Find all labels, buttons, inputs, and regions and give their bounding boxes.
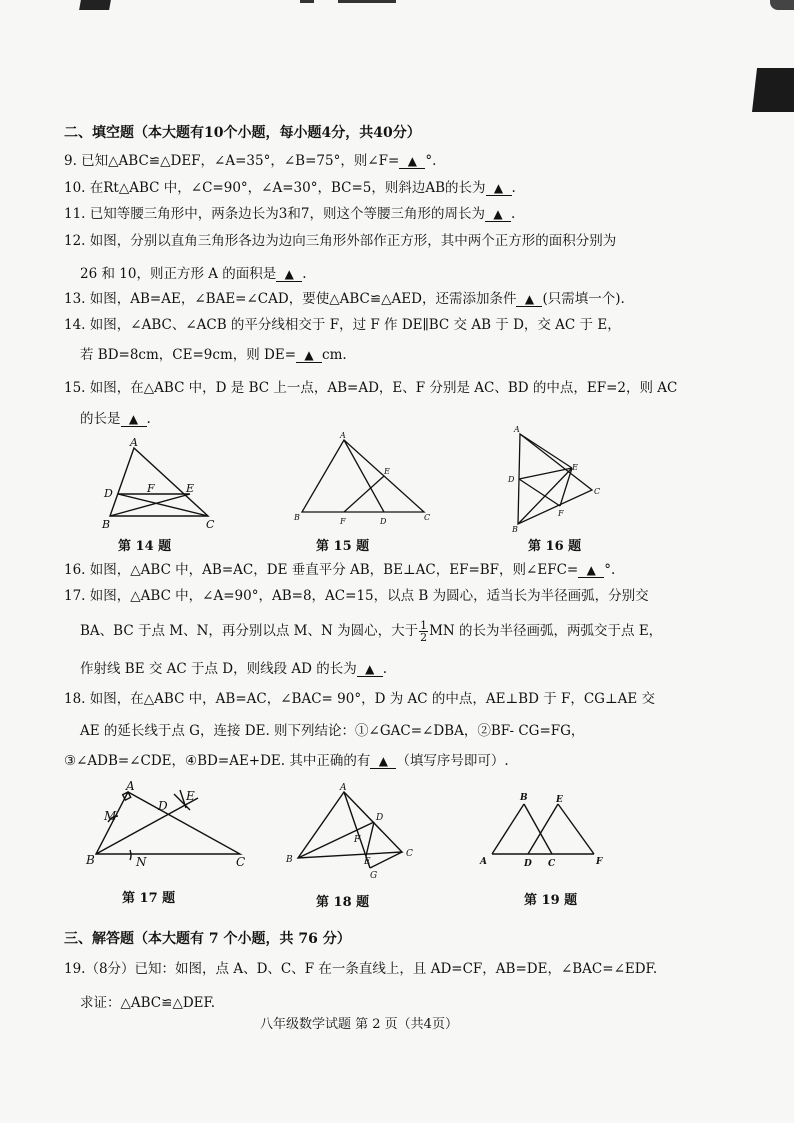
question-17-cont: BA、BC 于点 M、N，再分别以点 M、N 为圆心，大于 $\frac{1}{2}$ MN 的长为半径画弧，两弧交于点 E， xyxy=(80,619,663,644)
caption-q15: 第 15 题 xyxy=(316,539,370,554)
label-B: B xyxy=(520,793,528,803)
caption-q17: 第 17 题 xyxy=(122,891,176,906)
label-B: B xyxy=(102,518,111,531)
figure-14 xyxy=(98,438,228,542)
question-15: 15. 如图，在△ABC 中，D 是 BC 上一点，AB=AD，E、F 分别是 AC、BD 的中点，EF=2，则 AC xyxy=(64,380,678,396)
question-11: 11. 已知等腰三角形中，两条边长为3和7，则这个等腰三角形的周长为 ▲ . xyxy=(64,206,516,222)
label-C: C xyxy=(206,518,215,531)
question-17: 17. 如图，△ABC 中，∠A=90°，AB=8，AC=15，以点 B 为圆心，适当长为半径画弧，分别交 xyxy=(64,588,649,604)
label-C: C xyxy=(406,849,413,859)
question-10: 10. 在Rt△ABC 中，∠C=90°，∠A=30°，BC=5，则斜边AB的长为 ▲ . xyxy=(64,180,516,196)
section3-title: 三、解答题（本大题有 7 个小题，共 76 分） xyxy=(64,931,351,947)
label-B: B xyxy=(294,513,300,522)
label-A: A xyxy=(340,431,346,440)
label-E: E xyxy=(384,467,390,476)
label-E: E xyxy=(186,482,195,495)
figure-14-diagram xyxy=(98,438,228,538)
answer-blank: ▲ xyxy=(357,662,383,677)
question-16: 16. 如图，△ABC 中，AB=AC，DE 垂直平分 AB，BE⊥AC，EF=BF，则∠EFC= ▲ °. xyxy=(64,562,616,578)
label-C: C xyxy=(236,855,246,869)
answer-blank: ▲ xyxy=(121,412,147,427)
label-D: D xyxy=(508,475,515,484)
scan-blot xyxy=(752,68,794,112)
question-15-cont: 的长是 ▲ . xyxy=(80,411,151,427)
label-B: B xyxy=(512,525,518,534)
figure-16 xyxy=(506,424,606,538)
figure-19 xyxy=(478,790,608,876)
figure-16-diagram xyxy=(506,424,606,534)
question-19-cont: 求证：△ABC≌△DEF. xyxy=(80,995,216,1011)
label-D: D xyxy=(524,859,532,869)
label-F: F xyxy=(596,857,603,867)
scan-blot xyxy=(79,0,111,10)
label-B: B xyxy=(286,855,293,865)
question-18: 18. 如图，在△ABC 中，AB=AC，∠BAC= 90°，D 为 AC 的中点，AE⊥BD 于 F，CG⊥AE 交 xyxy=(64,691,656,707)
caption-q14: 第 14 题 xyxy=(118,539,172,554)
answer-blank: ▲ xyxy=(516,292,542,307)
figure-15-diagram xyxy=(292,430,434,530)
caption-q16: 第 16 题 xyxy=(528,539,582,554)
label-A: A xyxy=(126,779,135,793)
scan-blot xyxy=(338,0,396,3)
question-18-cont2: ③∠ADB=∠CDE，④BD=AE+DE. 其中正确的有 ▲ （填写序号即可）. xyxy=(64,753,509,769)
figure-17 xyxy=(82,780,262,876)
answer-blank: ▲ xyxy=(370,754,396,769)
label-E: E xyxy=(572,463,578,472)
label-C: C xyxy=(594,487,601,496)
label-A: A xyxy=(340,783,347,793)
label-A: A xyxy=(480,857,487,867)
label-E: E xyxy=(556,795,563,805)
question-12-cont: 26 和 10，则正方形 A 的面积是 ▲ . xyxy=(80,266,307,282)
label-F: F xyxy=(558,509,564,518)
page-footer: 八年级数学试题 第 2 页（共4页） xyxy=(260,1017,458,1032)
question-19: 19.（8分）已知：如图，点 A、D、C、F 在一条直线上，且 AD=CF，AB=DE，∠BAC=∠EDF. xyxy=(64,961,658,977)
figure-17-diagram xyxy=(82,780,262,872)
question-17-cont2: 作射线 BE 交 AC 于点 D，则线段 AD 的长为 ▲ . xyxy=(80,661,388,677)
label-D: D xyxy=(158,799,168,813)
label-C: C xyxy=(548,859,556,869)
question-13: 13. 如图，AB=AE，∠BAE=∠CAD，要使△ABC≌△AED，还需添加条件 ▲ (只需填一个). xyxy=(64,291,625,307)
caption-q19: 第 19 题 xyxy=(524,893,578,908)
question-14-cont: 若 BD=8cm，CE=9cm，则 DE= ▲ cm. xyxy=(80,347,347,363)
answer-blank: ▲ xyxy=(296,348,322,363)
label-D: D xyxy=(104,487,113,500)
scan-blot xyxy=(300,0,314,3)
label-N: N xyxy=(136,855,147,869)
answer-blank: ▲ xyxy=(486,181,512,196)
label-E: E xyxy=(364,857,371,867)
label-B: B xyxy=(86,853,95,867)
figure-18 xyxy=(284,782,424,886)
figure-15 xyxy=(292,430,434,534)
figure-18-diagram xyxy=(284,782,424,882)
scan-artifacts xyxy=(0,0,794,14)
question-14: 14. 如图，∠ABC、∠ACB 的平分线相交于 F，过 F 作 DE∥BC 交 AB 于 D，交 AC 于 E， xyxy=(64,317,621,333)
label-D: D xyxy=(376,813,384,823)
figure-19-diagram xyxy=(478,790,608,872)
answer-blank: ▲ xyxy=(276,267,302,282)
scan-blot xyxy=(770,0,794,10)
label-A: A xyxy=(514,425,520,434)
label-F: F xyxy=(354,835,361,845)
fraction-one-half: $\frac{1}{2}$ xyxy=(420,619,428,644)
answer-blank: ▲ xyxy=(485,207,511,222)
label-C: C xyxy=(424,513,431,522)
question-18-cont: AE 的延长线于点 G，连接 DE. 则下列结论：①∠GAC=∠DBA，②BF- CG=FG， xyxy=(80,723,585,739)
label-G: G xyxy=(370,871,378,881)
label-A: A xyxy=(130,436,138,449)
question-9: 9. 已知△ABC≌△DEF，∠A=35°，∠B=75°，则∠F= ▲ °. xyxy=(64,153,437,169)
label-D: D xyxy=(380,517,387,526)
answer-blank: ▲ xyxy=(578,563,604,578)
answer-blank: ▲ xyxy=(399,154,425,169)
label-M: M xyxy=(104,809,117,823)
label-E: E xyxy=(186,789,195,803)
label-F: F xyxy=(340,517,346,526)
section2-title: 二、填空题（本大题有10个小题，每小题4分，共40分） xyxy=(64,125,421,141)
caption-q18: 第 18 题 xyxy=(316,895,370,910)
label-F: F xyxy=(147,482,155,495)
question-12: 12. 如图，分别以直角三角形各边为边向三角形外部作正方形，其中两个正方形的面积分别为 xyxy=(64,233,617,249)
